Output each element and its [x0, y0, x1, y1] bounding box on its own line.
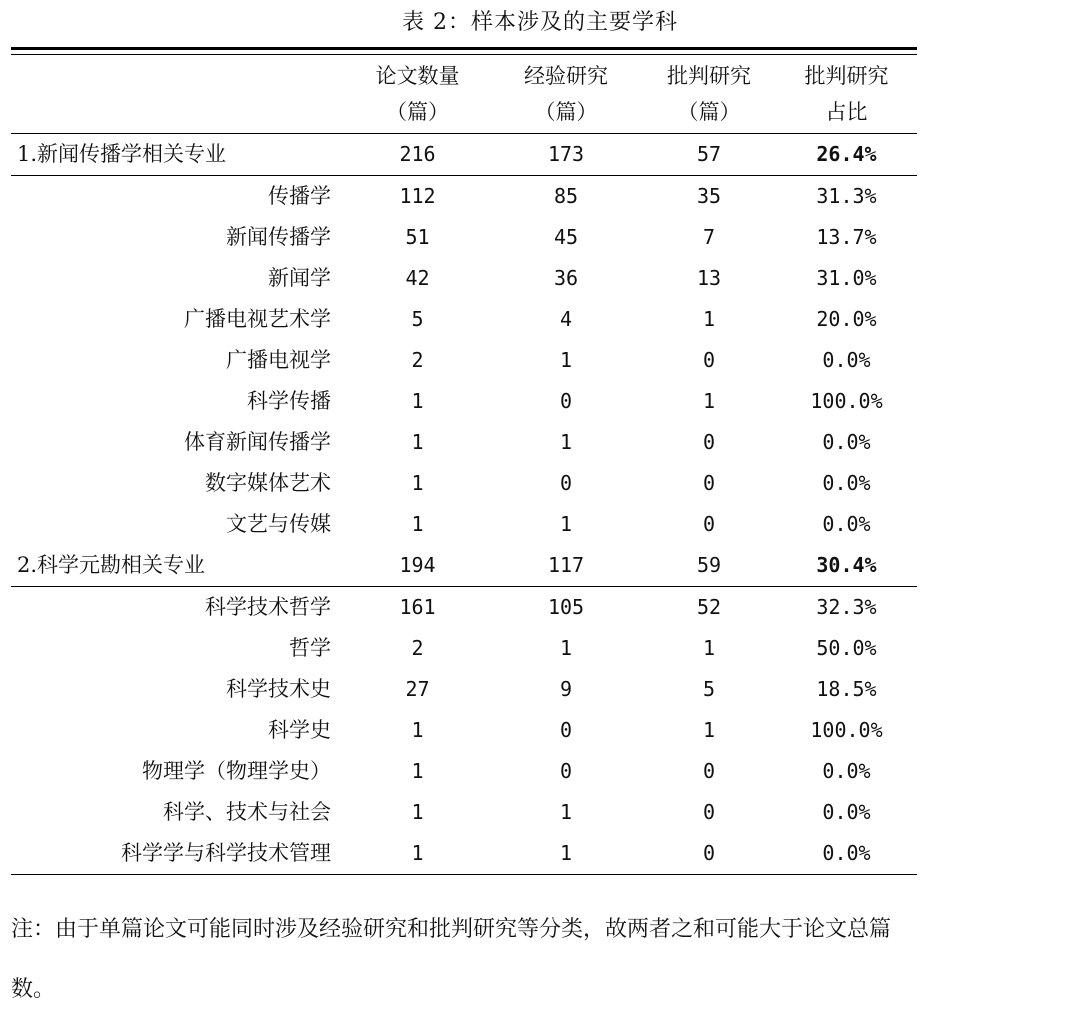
subject-name: 广播电视学	[226, 348, 331, 372]
critical-ratio: 0.0%	[822, 471, 871, 495]
critical-count: 7	[702, 225, 716, 249]
empirical-count: 117	[490, 545, 642, 587]
subject-row	[11, 669, 917, 710]
subject-name: 新闻传播学	[226, 225, 331, 249]
empirical-count: 0	[559, 759, 573, 783]
subject-name: 科学史	[268, 718, 331, 742]
critical-count: 1	[702, 636, 716, 660]
table-container	[11, 47, 917, 875]
subject-name: 科学传播	[247, 389, 331, 413]
subject-row	[11, 422, 917, 463]
empirical-count: 85	[553, 184, 579, 208]
subject-name: 科学学与科学技术管理	[11, 833, 345, 875]
critical-count: 0	[642, 833, 776, 875]
empirical-count: 1	[559, 348, 573, 372]
header-empirical-line2: （篇）	[534, 100, 598, 124]
critical-ratio: 31.3%	[816, 184, 877, 208]
papers-count: 1	[411, 430, 424, 454]
subject-row	[11, 217, 917, 258]
critical-ratio: 0.0%	[776, 833, 917, 875]
subject-row	[11, 587, 917, 629]
critical-count: 1	[702, 389, 716, 413]
subjects-table	[11, 55, 917, 875]
subject-name: 科学技术史	[226, 677, 331, 701]
header-papers-line1: 论文数量	[375, 64, 460, 88]
empirical-count: 173	[490, 134, 642, 176]
critical-ratio: 30.4%	[776, 545, 917, 587]
table-body	[11, 134, 917, 875]
note-line-1: 注：由于单篇论文可能同时涉及经验研究和批判研究等分类，故两者之和可能大于论文总篇	[11, 917, 892, 942]
critical-count: 13	[696, 266, 722, 290]
header-row	[11, 55, 917, 134]
header-critical	[642, 55, 776, 134]
header-papers-line2: （篇）	[386, 100, 449, 124]
critical-ratio: 0.0%	[822, 800, 871, 824]
subject-name: 1.新闻传播学相关专业	[11, 134, 345, 176]
subject-name: 体育新闻传播学	[184, 430, 331, 454]
critical-count: 0	[702, 471, 716, 495]
note-line-2: 数。	[11, 977, 56, 1002]
critical-count: 52	[696, 595, 722, 619]
empirical-count: 9	[559, 677, 573, 701]
subject-row	[11, 792, 917, 833]
papers-count: 194	[345, 545, 490, 587]
subject-name: 广播电视艺术学	[184, 307, 331, 331]
critical-ratio: 0.0%	[822, 759, 871, 783]
empirical-count: 1	[559, 636, 573, 660]
top-double-rule	[11, 47, 917, 55]
critical-count: 0	[702, 348, 716, 372]
papers-count: 2	[411, 636, 424, 660]
critical-ratio: 32.3%	[816, 595, 877, 619]
subject-row	[11, 710, 917, 751]
header-subject	[11, 55, 345, 134]
empirical-count: 45	[553, 225, 579, 249]
critical-count: 1	[702, 307, 716, 331]
subject-name: 传播学	[268, 184, 331, 208]
subject-row	[11, 340, 917, 381]
empirical-count: 0	[559, 718, 573, 742]
critical-ratio: 31.0%	[816, 266, 877, 290]
subject-name: 科学技术哲学	[205, 595, 331, 619]
critical-count: 5	[702, 677, 716, 701]
empirical-count: 4	[559, 307, 573, 331]
subject-name: 科学、技术与社会	[163, 800, 331, 824]
papers-count: 1	[345, 833, 490, 875]
papers-count: 112	[399, 184, 436, 208]
empirical-count: 1	[490, 833, 642, 875]
critical-ratio: 18.5%	[816, 677, 877, 701]
subject-row	[11, 258, 917, 299]
papers-count: 1	[411, 800, 424, 824]
subject-row	[11, 504, 917, 545]
table-note	[11, 900, 1071, 1020]
subject-name: 文艺与传媒	[226, 512, 331, 536]
critical-count: 0	[702, 430, 716, 454]
empirical-count: 105	[547, 595, 585, 619]
papers-count: 1	[411, 512, 424, 536]
critical-count: 0	[702, 759, 716, 783]
critical-ratio: 0.0%	[822, 512, 871, 536]
subject-row	[11, 176, 917, 218]
subject-row	[11, 299, 917, 340]
empirical-count: 1	[559, 800, 573, 824]
subject-name: 物理学（物理学史）	[142, 759, 331, 783]
critical-ratio: 0.0%	[822, 348, 871, 372]
papers-count: 1	[411, 389, 424, 413]
papers-count: 27	[405, 677, 430, 701]
critical-ratio: 13.7%	[816, 225, 877, 249]
group-row	[11, 134, 917, 176]
header-empirical	[490, 55, 642, 134]
header-critical-line2: （篇）	[677, 100, 741, 124]
subject-row	[11, 463, 917, 504]
subject-row	[11, 381, 917, 422]
papers-count: 1	[411, 759, 424, 783]
header-ratio	[776, 55, 917, 134]
papers-count: 5	[411, 307, 424, 331]
critical-count: 0	[702, 512, 716, 536]
papers-count: 216	[345, 134, 490, 176]
critical-count: 59	[642, 545, 776, 587]
critical-count: 35	[696, 184, 722, 208]
papers-count: 51	[405, 225, 430, 249]
table-header	[11, 55, 917, 134]
header-ratio-line1: 批判研究	[804, 64, 889, 88]
subject-name: 数字媒体艺术	[205, 471, 331, 495]
empirical-count: 0	[559, 389, 573, 413]
subject-name: 新闻学	[268, 266, 331, 290]
critical-ratio: 0.0%	[822, 430, 871, 454]
papers-count: 2	[411, 348, 424, 372]
empirical-count: 1	[559, 430, 573, 454]
subject-row	[11, 751, 917, 792]
group-row	[11, 545, 917, 587]
subject-row	[11, 833, 917, 875]
subject-row	[11, 628, 917, 669]
header-empirical-line1: 经验研究	[524, 64, 608, 88]
critical-ratio: 20.0%	[816, 307, 877, 331]
critical-count: 57	[642, 134, 776, 176]
empirical-count: 0	[559, 471, 573, 495]
papers-count: 42	[405, 266, 430, 290]
empirical-count: 1	[559, 512, 573, 536]
critical-ratio: 100.0%	[810, 718, 883, 742]
table-title: 表 2：样本涉及的主要学科	[402, 10, 678, 35]
papers-count: 1	[411, 471, 424, 495]
header-critical-line1: 批判研究	[667, 64, 751, 88]
critical-count: 0	[702, 800, 716, 824]
critical-ratio: 100.0%	[810, 389, 883, 413]
critical-ratio: 50.0%	[816, 636, 877, 660]
subject-name: 哲学	[289, 636, 331, 660]
papers-count: 1	[411, 718, 424, 742]
critical-ratio: 26.4%	[776, 134, 917, 176]
empirical-count: 36	[553, 266, 579, 290]
subject-name: 2.科学元勘相关专业	[11, 545, 345, 587]
papers-count: 161	[399, 595, 436, 619]
critical-count: 1	[702, 718, 716, 742]
header-papers	[345, 55, 490, 134]
header-ratio-line2: 占比	[825, 100, 868, 124]
